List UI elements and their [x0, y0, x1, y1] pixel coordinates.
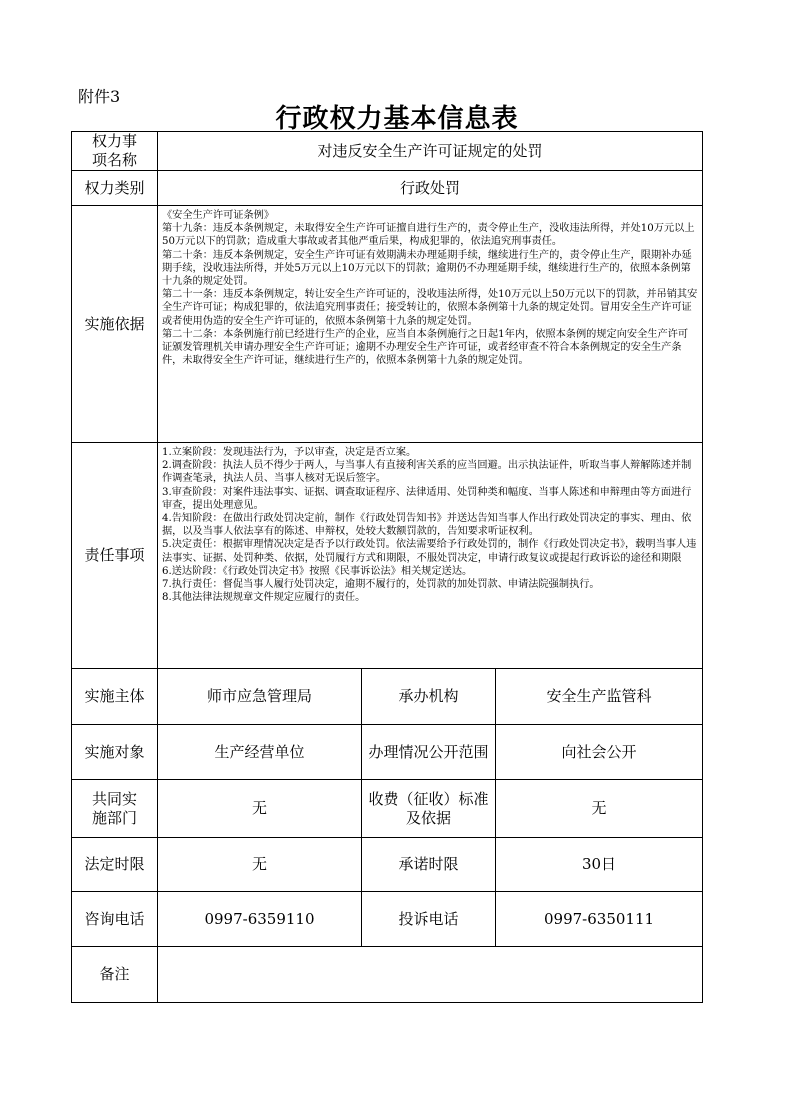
promised-time-value: 30日 — [496, 838, 703, 892]
basis-label: 实施依据 — [72, 206, 158, 443]
power-type-value: 行政处罚 — [158, 171, 703, 206]
handling-org-label: 承办机构 — [362, 669, 496, 725]
responsibility-paragraph: 6.送达阶段：《行政处罚决定书》按照《民事诉讼法》相关规定送达。 — [162, 565, 473, 577]
responsibility-text — [158, 443, 703, 669]
power-type-label: 权力类别 — [72, 171, 158, 206]
complaint-phone-label: 投诉电话 — [362, 892, 496, 947]
responsibility-paragraph: 5.决定责任：根据审理情况决定是否予以行政处罚。依法需要给予行政处罚的，制作《行政处罚决定书》，载明当事人违法事实、证据、处罚种类、依据，处罚履行方式和期限，不服处罚决定，申请行政复议或提起行政诉讼的途径和期限 — [162, 539, 697, 564]
consult-phone-label: 咨询电话 — [72, 892, 158, 947]
power-item-value: 对违反安全生产许可证规定的处罚 — [158, 132, 703, 171]
remark-value — [158, 947, 703, 1003]
promised-time-label: 承诺时限 — [362, 838, 496, 892]
row-basis — [72, 206, 703, 443]
basis-paragraph: 第二十条：违反本条例规定，安全生产许可证有效期满未办理延期手续，继续进行生产的，责令停止生产，限期补办延期手续，没收违法所得，并处5万元以上10万元以下的罚款；逾期仍不办理延期手续，继续进行生产的，依照本条例第十九条的规定处罚。 — [162, 249, 692, 288]
basis-paragraph: 《安全生产许可证条例》 — [162, 210, 275, 221]
legal-time-value: 无 — [158, 838, 362, 892]
responsibility-paragraph: 2.调查阶段：执法人员不得少于两人，与当事人有直接利害关系的应当回避。出示执法证件，听取当事人辩解陈述并制作调查笔录，执法人员、当事人核对无误后签字。 — [162, 460, 692, 485]
consult-phone-value: 0997-6359110 — [158, 892, 362, 947]
row-remark — [72, 947, 703, 1003]
basis-paragraph: 第二十二条：本条例施行前已经进行生产的企业，应当自本条例施行之日起1年内，依照本条例的规定向安全生产许可证颁发管理机关申请办理安全生产许可证；逾期不办理安全生产许可证，或者经审查不符合本条例规定的安全生产条件，未取得安全生产许可证，继续进行生产的，依照本条例第十九条的规定处罚。 — [162, 328, 689, 367]
complaint-phone-value: 0997-6350111 — [496, 892, 703, 947]
basis-paragraph: 第二十一条：违反本条例规定，转让安全生产许可证的，没收违法所得，处10万元以上50万元以下的罚款，并吊销其安全生产许可证；构成犯罪的，依法追究刑事责任；接受转让的，依照本条例第十九条的规定处罚。冒用安全生产许可证或者使用伪造的安全生产许可证的，依照本条例第十九条的规定处罚。 — [162, 289, 698, 327]
row-responsibility — [72, 443, 703, 669]
info-table — [71, 131, 703, 1003]
page-title: 行政权力基本信息表 — [275, 104, 519, 134]
handling-org-value: 安全生产监管科 — [496, 669, 703, 725]
fee-standard-value: 无 — [496, 780, 703, 838]
target-label: 实施对象 — [72, 725, 158, 780]
subject-value: 师市应急管理局 — [158, 669, 362, 725]
row-power-item — [72, 132, 703, 171]
responsibility-paragraph: 7.执行责任：督促当事人履行处罚决定，逾期不履行的，处罚款的加处罚款、申请法院强制执行。 — [162, 579, 600, 591]
joint-dept-value: 无 — [158, 780, 362, 838]
basis-paragraph: 第十九条：违反本条例规定，未取得安全生产许可证擅自进行生产的，责令停止生产，没收违法所得，并处10万元以上50万元以下的罚款；造成重大事故或者其他严重后果，构成犯罪的，依法追究刑事责任。 — [162, 223, 695, 248]
responsibility-label: 责任事项 — [72, 443, 158, 669]
row-phone — [72, 892, 703, 947]
fee-standard-label: 收费（征收）标准及依据 — [362, 780, 496, 838]
responsibility-paragraph: 1.立案阶段：发现违法行为，予以审查，决定是否立案。 — [162, 447, 417, 458]
remark-label: 备注 — [72, 947, 158, 1003]
disclosure-scope-label: 办理情况公开范围 — [362, 725, 496, 780]
legal-time-label: 法定时限 — [72, 838, 158, 892]
row-joint — [72, 780, 703, 838]
disclosure-scope-value: 向社会公开 — [496, 725, 703, 780]
row-time — [72, 838, 703, 892]
basis-text — [158, 206, 703, 443]
responsibility-paragraph: 8.其他法律法规规章文件规定应履行的责任。 — [162, 592, 366, 604]
joint-dept-label: 共同实施部门 — [72, 780, 158, 838]
target-value: 生产经营单位 — [158, 725, 362, 780]
row-power-type — [72, 171, 703, 206]
responsibility-paragraph: 4.告知阶段：在做出行政处罚决定前，制作《行政处罚告知书》并送达告知当事人作出行政处罚决定的事实、理由、依据，以及当事人依法享有的陈述、申辩权，处较大数额罚款的，告知要求听证权利。 — [162, 513, 692, 538]
subject-label: 实施主体 — [72, 669, 158, 725]
responsibility-paragraph: 3.审查阶段：对案件违法事实、证据、调查取证程序、法律适用、处罚种类和幅度、当事人陈述和申辩理由等方面进行审查，提出处理意见。 — [162, 486, 692, 511]
power-item-label: 权力事项名称 — [72, 132, 158, 171]
row-target — [72, 725, 703, 780]
row-subject — [72, 669, 703, 725]
attachment-label: 附件3 — [78, 87, 121, 106]
